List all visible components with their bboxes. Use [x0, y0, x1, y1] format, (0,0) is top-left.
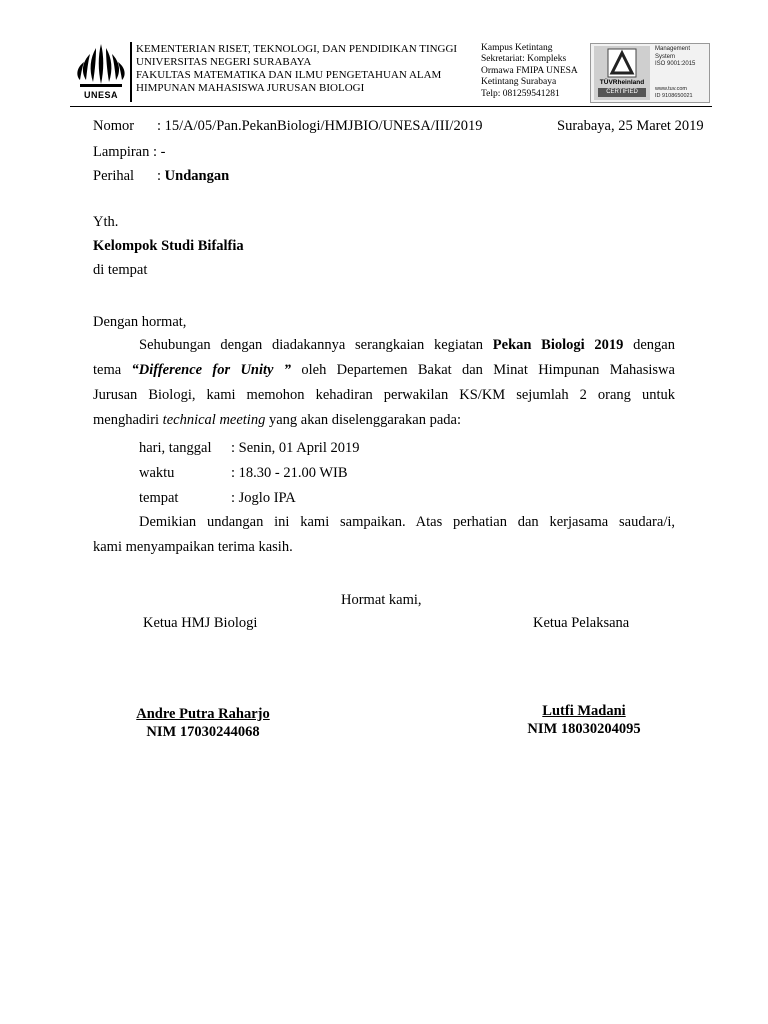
body-text: yang akan diselenggarakan pada: — [265, 412, 462, 428]
unesa-emblem-icon — [70, 40, 132, 90]
body-paragraph — [93, 333, 675, 433]
regards: Hormat kami, — [341, 592, 422, 608]
detail-value-place: : Joglo IPA — [231, 490, 296, 506]
left-signatory-nim: NIM 17030244068 — [146, 724, 260, 740]
technical-meeting-term: technical meeting — [162, 412, 266, 428]
cert-line: System — [655, 53, 676, 60]
detail-label-time: waktu — [139, 465, 175, 481]
cert-web-line: ID 9108650021 — [655, 92, 693, 99]
institution-line-ministry: KEMENTERIAN RISET, TEKNOLOGI, DAN PENDIDIKAN TINGGI — [136, 43, 458, 55]
nomor-value: : 15/A/05/Pan.PekanBiologi/HMJBIO/UNESA/III/2019 — [157, 118, 483, 134]
greeting: Dengan hormat, — [93, 314, 187, 330]
lampiran: Lampiran : - — [93, 144, 166, 160]
closing-line: Demikian undangan ini kami sampaikan. Atas perhatian dan kerjasama saudara/i, — [139, 514, 675, 530]
left-signatory-block — [103, 705, 303, 741]
detail-label-date: hari, tanggal — [139, 440, 212, 456]
detail-value-time: : 18.30 - 21.00 WIB — [231, 465, 348, 481]
letterhead — [70, 40, 710, 106]
body-text: dengan — [623, 337, 675, 353]
address-block — [481, 43, 578, 100]
address-line: Ormawa FMIPA UNESA — [481, 65, 578, 76]
event-theme: “Difference for Unity ” — [131, 362, 292, 378]
cert-web — [655, 86, 693, 99]
body-text: menghadiri — [93, 412, 163, 428]
institution-line-association: HIMPUNAN MAHASISWA JURUSAN BIOLOGI — [136, 82, 365, 94]
right-signatory-name: Lutfi Madani — [542, 703, 626, 719]
perihal-subject: Undangan — [164, 168, 230, 184]
recipient-name: Kelompok Studi Bifalfia — [93, 238, 244, 254]
detail-label-place: tempat — [139, 490, 179, 506]
unesa-logo-text: UNESA — [83, 90, 118, 100]
closing-paragraph — [93, 510, 675, 560]
body-line: Jurusan Biologi, kami memohon kehadiran perwakilan KS/KM sejumlah 2 orang untuk — [93, 387, 675, 403]
nomor-label: Nomor — [93, 118, 135, 134]
letterhead-divider — [130, 42, 132, 102]
body-text: Sehubungan dengan diadakannya serangkaian kegiatan — [139, 337, 493, 353]
perihal-value — [157, 167, 229, 185]
address-line: Kampus Ketintang — [481, 43, 553, 53]
right-signatory-nim: NIM 18030204095 — [527, 721, 641, 737]
body-line — [93, 358, 675, 383]
left-signatory-title: Ketua HMJ Biologi — [143, 615, 258, 631]
left-signatory-name: Andre Putra Raharjo — [136, 706, 270, 722]
closing-line: kami menyampaikan terima kasih. — [93, 539, 293, 555]
body-line — [93, 333, 675, 358]
tuv-triangle-icon — [594, 46, 650, 82]
cert-line: ISO 9001:2015 — [655, 61, 696, 67]
recipient-place: di tempat — [93, 262, 148, 278]
tuv-brand: TÜVRheinland — [599, 79, 645, 86]
cert-web-line: www.tuv.com — [655, 86, 687, 92]
body-text: oleh Departemen Bakat dan Minat Himpunan Mahasiswa — [291, 362, 675, 378]
recipient-salutation: Yth. — [93, 214, 119, 230]
detail-value-date: : Senin, 01 April 2019 — [231, 440, 360, 456]
perihal-label: Perihal — [93, 168, 135, 184]
address-line: Ketintang Surabaya — [481, 77, 557, 88]
body-text: tema — [93, 362, 132, 378]
cert-line: Management — [655, 46, 691, 52]
event-name: Pekan Biologi 2019 — [492, 337, 624, 353]
tuv-certified-label: CERTIFIED — [598, 88, 646, 97]
header-rule — [70, 106, 712, 107]
right-signatory-title: Ketua Pelaksana — [533, 615, 630, 631]
certification-badge — [590, 43, 710, 103]
address-line: Telp: 081259541281 — [481, 88, 560, 99]
tuv-badge — [594, 46, 650, 100]
institution-block — [136, 43, 457, 95]
right-signatory-block — [484, 702, 684, 738]
address-line: Sekretariat: Kompleks — [481, 54, 567, 65]
unesa-logo — [70, 40, 132, 102]
letter-date: Surabaya, 25 Maret 2019 — [557, 118, 704, 134]
cert-info — [655, 46, 695, 69]
institution-line-university: UNIVERSITAS NEGERI SURABAYA — [136, 56, 312, 68]
institution-line-faculty: FAKULTAS MATEMATIKA DAN ILMU PENGETAHUAN ALAM — [136, 69, 442, 81]
perihal-colon: : — [157, 168, 162, 184]
body-line — [93, 408, 675, 433]
